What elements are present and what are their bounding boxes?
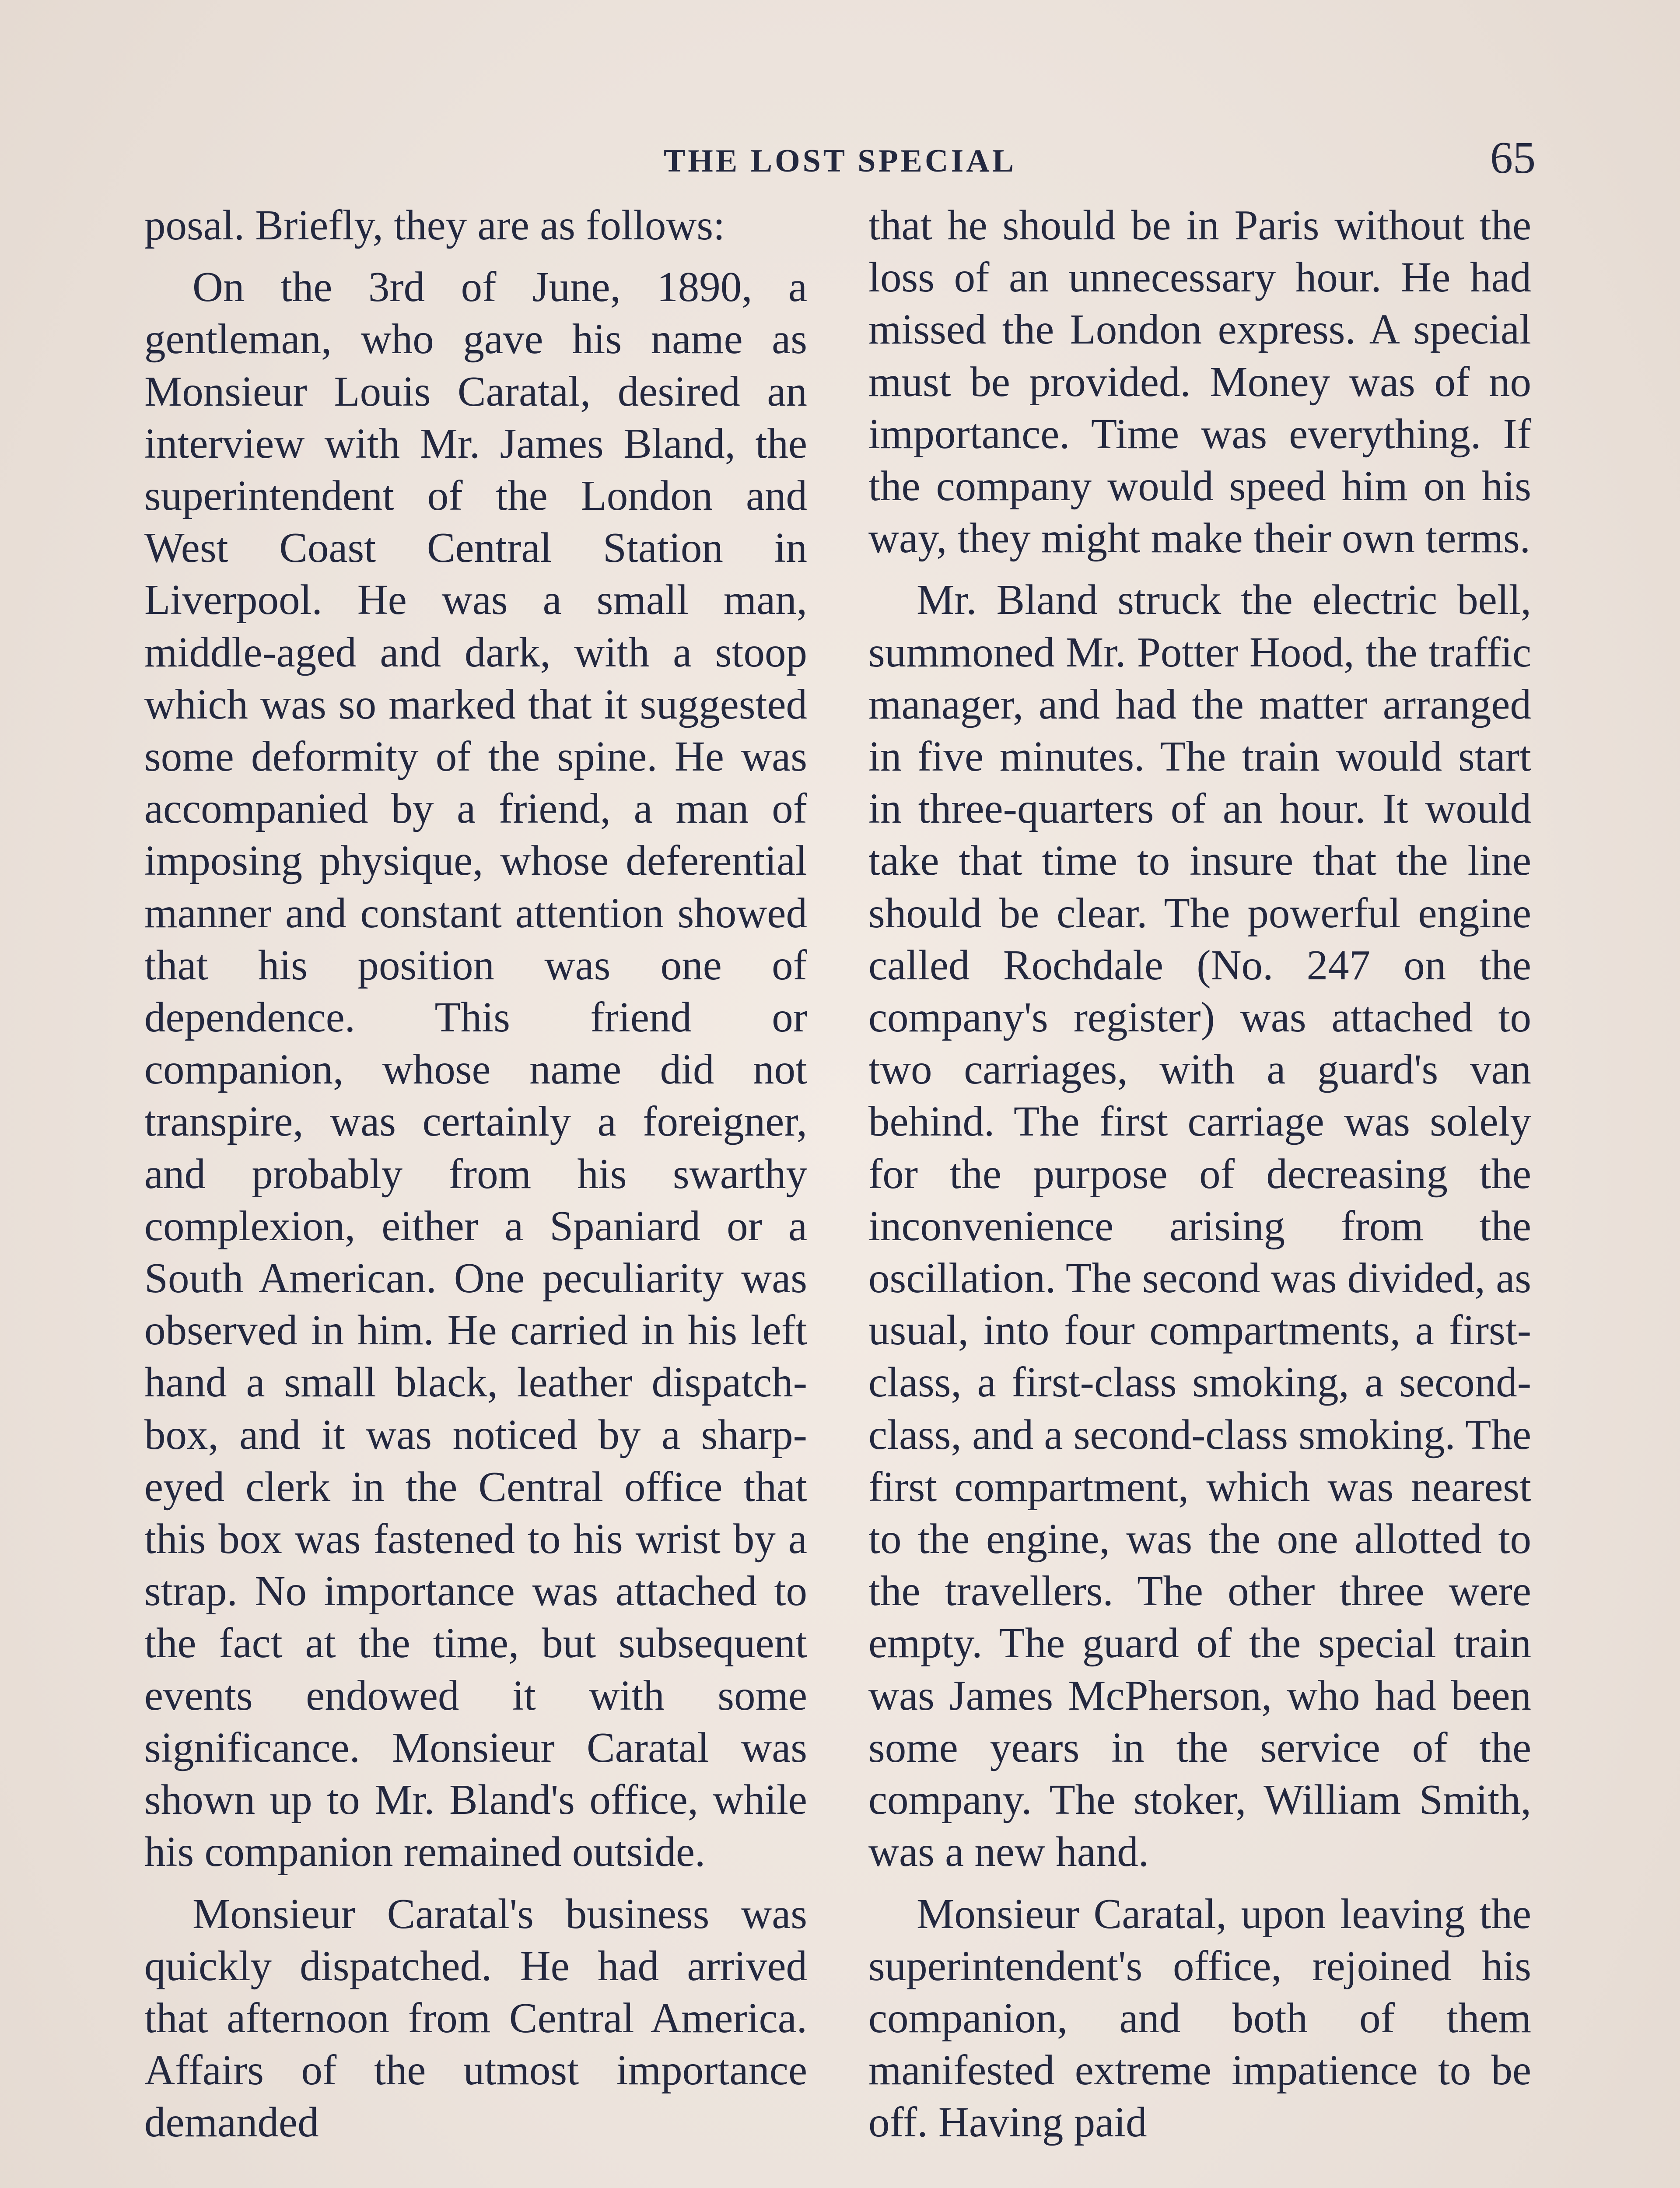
paragraph: On the 3rd of June, 1890, a gentleman, who gave his name as Monsieur Louis Caratal, desired an interview with Mr. James Bland, the superintendent of the London and West Coast Central Station in Liverpool. He was a small man, middle-aged and dark, with a stoop which was so marked that it suggested some deformity of the spine. He was accompanied by a friend, a man of imposing physique, whose deferential manner and constant attention showed that his position was one of dependence. This friend or companion, whose name did not transpire, was certainly a foreigner, and probably from his swarthy complexion, either a Spaniard or a South American. One peculiarity was observed in him. He carried in his left hand a small black, leather dispatch-box, and it was noticed by a sharp-eyed clerk in the Central office that this box was fastened to his wrist by a strap. No importance was attached to the fact at the time, but subsequent events endowed it with some significance. Monsieur Caratal was shown up to Mr. Bland's office, while his companion remained outside. [144, 263, 807, 1876]
running-title: THE LOST SPECIAL [663, 143, 1017, 179]
paragraph: that he should be in Paris without the loss of an unnecessary hour. He had missed the London express. A special must be provided. Money was of no importance. Time was everything. If the company would speed him on his way, they might make their own terms. [868, 202, 1531, 562]
paragraph: Mr. Bland struck the electric bell, summoned Mr. Potter Hood, the traffic manager, and had the matter arranged in five minutes. The train would start in three-quarters of an hour. It would take that time to insure that the line should be clear. The powerful engine called Rochdale (No. 247 on the company's register) was attached to two carriages, with a guard's van behind. The first carriage was solely for the purpose of decreasing the inconvenience arising from the oscillation. The second was divided, as usual, into four compartments, a first-class, a first-class smoking, a second-class, and a second-class smoking. The first compartment, which was nearest to the engine, was the one allotted to the travellers. The other three were empty. The guard of the special train was James McPherson, who had been some years in the service of the company. The stoker, William Smith, was a new hand. [868, 576, 1531, 1876]
paragraph: Monsieur Caratal, upon leaving the superintendent's office, rejoined his companion, and both of them manifested extreme impatience to be off. Having paid [868, 1890, 1531, 2146]
left-column [144, 199, 807, 2149]
paragraph: posal. Briefly, they are as follows: [144, 202, 725, 249]
right-column [868, 199, 1531, 2149]
page-number: 65 [1490, 133, 1536, 183]
paragraph: Monsieur Caratal's business was quickly dispatched. He had arrived that afternoon from Central America. Affairs of the utmost importance demanded [144, 1890, 807, 2146]
running-head [144, 133, 1536, 183]
